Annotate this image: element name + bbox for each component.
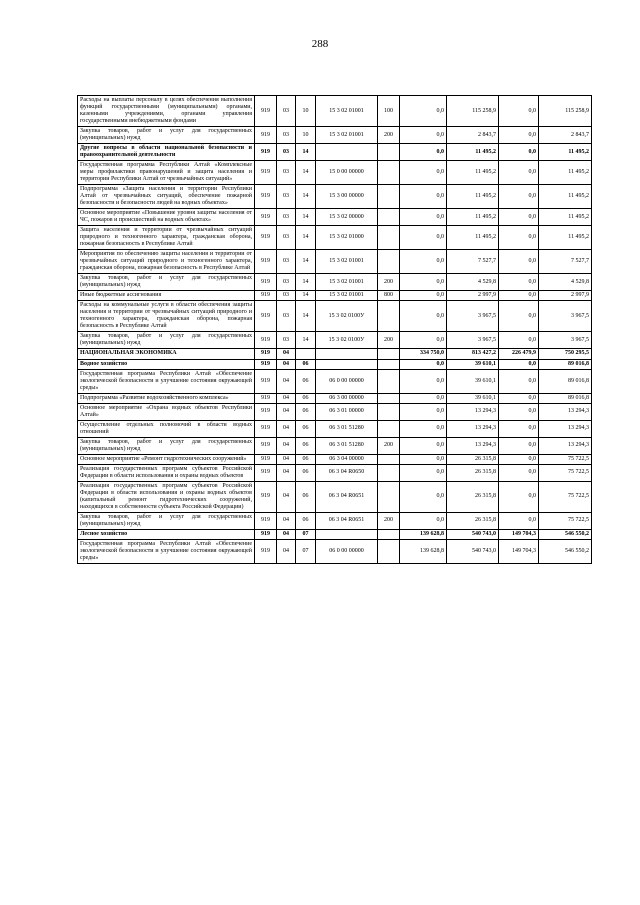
row-subsection: 14 <box>296 209 316 226</box>
row-value-1: 0,0 <box>400 393 447 403</box>
row-value-3: 0,0 <box>499 226 539 250</box>
row-value-3: 0,0 <box>499 464 539 481</box>
row-value-4: 13 294,3 <box>539 437 592 454</box>
row-grbs: 919 <box>255 349 277 359</box>
row-value-2: 3 967,5 <box>447 332 499 349</box>
budget-table <box>77 95 592 564</box>
row-value-3: 0,0 <box>499 420 539 437</box>
row-section: 04 <box>277 481 296 512</box>
row-value-3: 0,0 <box>499 161 539 185</box>
table-row <box>78 301 592 332</box>
row-grbs: 919 <box>255 250 277 274</box>
row-subsection: 06 <box>296 512 316 529</box>
row-subsection: 14 <box>296 226 316 250</box>
row-subsection <box>296 349 316 359</box>
row-value-3: 0,0 <box>499 209 539 226</box>
row-value-2: 3 967,5 <box>447 301 499 332</box>
row-name: Подпрограмма «Защита населения и территории Республики Алтай от чрезвычайных ситуаций, обеспечение пожарной безопасности и безопасности людей на водных объектах» <box>78 185 255 209</box>
row-grbs: 919 <box>255 529 277 539</box>
row-subsection: 06 <box>296 369 316 393</box>
table-row <box>78 274 592 291</box>
table-row <box>78 454 592 464</box>
row-subsection: 14 <box>296 301 316 332</box>
row-value-1: 0,0 <box>400 127 447 144</box>
row-subsection: 14 <box>296 291 316 301</box>
row-value-1: 0,0 <box>400 209 447 226</box>
row-target-article: 15 3 02 01000 <box>316 226 378 250</box>
row-value-1: 0,0 <box>400 144 447 161</box>
row-name: Закупка товаров, работ и услуг для государственных (муниципальных) нужд <box>78 332 255 349</box>
row-value-1: 0,0 <box>400 96 447 127</box>
row-value-4: 11 495,2 <box>539 209 592 226</box>
row-section: 03 <box>277 301 296 332</box>
row-grbs: 919 <box>255 481 277 512</box>
row-value-2: 26 315,8 <box>447 464 499 481</box>
row-value-2: 13 294,3 <box>447 403 499 420</box>
table-row <box>78 481 592 512</box>
row-value-4: 4 529,8 <box>539 274 592 291</box>
row-value-4: 11 495,2 <box>539 161 592 185</box>
row-grbs: 919 <box>255 332 277 349</box>
row-value-4: 750 295,5 <box>539 349 592 359</box>
row-value-3: 0,0 <box>499 369 539 393</box>
row-value-3: 0,0 <box>499 185 539 209</box>
row-value-1: 0,0 <box>400 481 447 512</box>
row-value-3: 0,0 <box>499 512 539 529</box>
row-value-3: 0,0 <box>499 437 539 454</box>
row-value-3: 226 479,9 <box>499 349 539 359</box>
row-name: Реализация государственных программ субъектов Российской Федерации в области использования и охраны водных объектов (капитальный ремонт гидротехнических сооружений, находящихся в собственности субъекта Российской Федерации) <box>78 481 255 512</box>
row-subsection: 14 <box>296 332 316 349</box>
row-value-1: 0,0 <box>400 454 447 464</box>
row-expense-type: 100 <box>378 96 400 127</box>
row-name: Осуществление отдельных полномочий в области водных отношений <box>78 420 255 437</box>
row-value-4: 13 294,3 <box>539 420 592 437</box>
row-value-3: 0,0 <box>499 250 539 274</box>
row-subsection: 06 <box>296 359 316 369</box>
row-value-4: 3 967,5 <box>539 301 592 332</box>
row-target-article: 15 3 02 01001 <box>316 127 378 144</box>
row-name: Закупка товаров, работ и услуг для государственных (муниципальных) нужд <box>78 274 255 291</box>
row-expense-type: 200 <box>378 332 400 349</box>
row-target-article: 15 3 02 01001 <box>316 250 378 274</box>
row-value-2: 11 495,2 <box>447 209 499 226</box>
row-target-article: 15 3 02 0100У <box>316 301 378 332</box>
row-target-article: 15 3 02 01001 <box>316 96 378 127</box>
row-grbs: 919 <box>255 291 277 301</box>
table-row <box>78 332 592 349</box>
row-value-2: 115 258,9 <box>447 96 499 127</box>
table-row <box>78 96 592 127</box>
row-section: 03 <box>277 209 296 226</box>
row-name: Реализация государственных программ субъектов Российской Федерации в области использования и охраны водных объектов <box>78 464 255 481</box>
row-section: 04 <box>277 437 296 454</box>
row-section: 03 <box>277 161 296 185</box>
row-expense-type <box>378 464 400 481</box>
row-subsection: 06 <box>296 393 316 403</box>
row-name: Подпрограмма «Развитие водохозяйственного комплекса» <box>78 393 255 403</box>
row-section: 03 <box>277 185 296 209</box>
row-grbs: 919 <box>255 96 277 127</box>
table-row <box>78 539 592 563</box>
row-value-3: 0,0 <box>499 332 539 349</box>
table-row <box>78 144 592 161</box>
row-value-2: 13 294,3 <box>447 420 499 437</box>
row-target-article <box>316 349 378 359</box>
row-value-3: 0,0 <box>499 359 539 369</box>
row-value-2: 7 527,7 <box>447 250 499 274</box>
row-expense-type <box>378 185 400 209</box>
row-value-1: 0,0 <box>400 291 447 301</box>
row-section: 03 <box>277 250 296 274</box>
row-value-4: 13 294,3 <box>539 403 592 420</box>
row-expense-type <box>378 144 400 161</box>
row-expense-type: 200 <box>378 274 400 291</box>
row-value-4: 546 550,2 <box>539 529 592 539</box>
row-section: 04 <box>277 464 296 481</box>
row-value-3: 0,0 <box>499 274 539 291</box>
row-value-2: 26 315,8 <box>447 454 499 464</box>
row-value-2: 2 843,7 <box>447 127 499 144</box>
row-target-article: 06 3 04 R0650 <box>316 464 378 481</box>
table-row <box>78 393 592 403</box>
table-row <box>78 464 592 481</box>
row-grbs: 919 <box>255 437 277 454</box>
row-section: 03 <box>277 291 296 301</box>
row-value-2: 39 610,1 <box>447 393 499 403</box>
row-expense-type <box>378 301 400 332</box>
row-name: Другие вопросы в области национальной безопасности и правоохранительной деятельности <box>78 144 255 161</box>
row-target-article: 15 3 02 01001 <box>316 291 378 301</box>
row-value-2: 11 495,2 <box>447 185 499 209</box>
row-value-1: 0,0 <box>400 512 447 529</box>
row-value-2: 4 529,8 <box>447 274 499 291</box>
row-target-article: 15 3 00 00000 <box>316 185 378 209</box>
row-subsection: 06 <box>296 420 316 437</box>
row-value-3: 0,0 <box>499 144 539 161</box>
row-grbs: 919 <box>255 185 277 209</box>
table-row <box>78 161 592 185</box>
row-target-article: 06 3 04 R0651 <box>316 481 378 512</box>
row-value-3: 0,0 <box>499 403 539 420</box>
row-value-1: 0,0 <box>400 359 447 369</box>
row-value-1: 139 628,8 <box>400 529 447 539</box>
row-grbs: 919 <box>255 274 277 291</box>
row-section: 04 <box>277 539 296 563</box>
row-name: Защита населения и территории от чрезвычайных ситуаций природного и техногенного характера, гражданская оборона, пожарная безопасность в Республике Алтай <box>78 226 255 250</box>
row-target-article: 06 3 01 51280 <box>316 420 378 437</box>
row-subsection: 14 <box>296 274 316 291</box>
row-target-article: 06 3 04 00000 <box>316 454 378 464</box>
row-value-1: 0,0 <box>400 437 447 454</box>
row-subsection: 06 <box>296 437 316 454</box>
row-subsection: 06 <box>296 454 316 464</box>
row-section: 04 <box>277 403 296 420</box>
row-name: Закупка товаров, работ и услуг для государственных (муниципальных) нужд <box>78 512 255 529</box>
row-grbs: 919 <box>255 454 277 464</box>
row-value-4: 75 722,5 <box>539 512 592 529</box>
row-value-3: 0,0 <box>499 301 539 332</box>
row-grbs: 919 <box>255 539 277 563</box>
page-number: 288 <box>311 38 329 50</box>
row-value-1: 0,0 <box>400 332 447 349</box>
row-target-article: 06 0 00 00000 <box>316 369 378 393</box>
row-grbs: 919 <box>255 512 277 529</box>
row-name: НАЦИОНАЛЬНАЯ ЭКОНОМИКА <box>78 349 255 359</box>
row-expense-type <box>378 369 400 393</box>
row-value-1: 0,0 <box>400 185 447 209</box>
table-row <box>78 250 592 274</box>
row-value-4: 89 016,8 <box>539 393 592 403</box>
row-expense-type <box>378 420 400 437</box>
row-value-2: 540 743,0 <box>447 529 499 539</box>
row-value-1: 0,0 <box>400 301 447 332</box>
row-value-4: 75 722,5 <box>539 481 592 512</box>
row-section: 04 <box>277 420 296 437</box>
row-grbs: 919 <box>255 144 277 161</box>
row-expense-type <box>378 359 400 369</box>
row-section: 04 <box>277 349 296 359</box>
row-value-4: 2 997,9 <box>539 291 592 301</box>
row-subsection: 06 <box>296 403 316 420</box>
row-subsection: 07 <box>296 539 316 563</box>
row-section: 04 <box>277 359 296 369</box>
row-name: Государственная программа Республики Алтай «Обеспечение экологической безопасности и улучшение состояния окружающей среды» <box>78 539 255 563</box>
row-value-1: 0,0 <box>400 226 447 250</box>
row-name: Мероприятия по обеспечению защиты населения и территории от чрезвычайных ситуаций природного и техногенного характера, гражданская оборона, пожарная безопасность в Республике Алтай <box>78 250 255 274</box>
row-subsection: 10 <box>296 96 316 127</box>
row-expense-type <box>378 161 400 185</box>
row-target-article: 06 3 01 00000 <box>316 403 378 420</box>
row-expense-type <box>378 250 400 274</box>
row-target-article: 06 0 00 00000 <box>316 539 378 563</box>
row-value-3: 0,0 <box>499 127 539 144</box>
row-value-2: 11 495,2 <box>447 161 499 185</box>
row-subsection: 06 <box>296 481 316 512</box>
row-value-4: 11 495,2 <box>539 144 592 161</box>
row-value-1: 0,0 <box>400 403 447 420</box>
row-value-4: 3 967,5 <box>539 332 592 349</box>
row-target-article <box>316 359 378 369</box>
row-value-4: 7 527,7 <box>539 250 592 274</box>
row-expense-type <box>378 209 400 226</box>
row-section: 04 <box>277 369 296 393</box>
row-expense-type <box>378 349 400 359</box>
row-value-4: 89 016,8 <box>539 369 592 393</box>
table-row <box>78 369 592 393</box>
row-section: 04 <box>277 512 296 529</box>
row-subsection: 10 <box>296 127 316 144</box>
table-row <box>78 529 592 539</box>
row-value-3: 149 704,3 <box>499 539 539 563</box>
row-expense-type <box>378 529 400 539</box>
row-name: Закупка товаров, работ и услуг для государственных (муниципальных) нужд <box>78 127 255 144</box>
row-section: 03 <box>277 144 296 161</box>
row-target-article: 06 3 01 51280 <box>316 437 378 454</box>
row-expense-type <box>378 481 400 512</box>
row-grbs: 919 <box>255 161 277 185</box>
row-value-2: 13 294,3 <box>447 437 499 454</box>
row-value-1: 334 750,0 <box>400 349 447 359</box>
row-value-3: 149 704,3 <box>499 529 539 539</box>
row-subsection: 07 <box>296 529 316 539</box>
row-value-1: 139 628,8 <box>400 539 447 563</box>
row-target-article: 15 3 02 00000 <box>316 209 378 226</box>
row-subsection: 14 <box>296 185 316 209</box>
row-name: Государственная программа Республики Алтай «Обеспечение экологической безопасности и улучшение состояния окружающей среды» <box>78 369 255 393</box>
row-name: Закупка товаров, работ и услуг для государственных (муниципальных) нужд <box>78 437 255 454</box>
table-row <box>78 359 592 369</box>
row-name: Расходы на коммунальные услуги в области обеспечения защиты населения и территории от чрезвычайных ситуаций природного и техногенного характера, гражданская оборона, пожарная безопасность в Республике Алтай <box>78 301 255 332</box>
row-value-4: 75 722,5 <box>539 464 592 481</box>
table-row <box>78 512 592 529</box>
table-row <box>78 127 592 144</box>
row-section: 03 <box>277 274 296 291</box>
row-section: 04 <box>277 529 296 539</box>
row-name: Государственная программа Республики Алтай «Комплексные меры профилактики правонарушений и защита населения и территории Республики Алтай от чрезвычайных ситуаций» <box>78 161 255 185</box>
row-value-4: 115 258,9 <box>539 96 592 127</box>
row-grbs: 919 <box>255 209 277 226</box>
row-value-2: 813 427,2 <box>447 349 499 359</box>
row-value-2: 39 610,1 <box>447 369 499 393</box>
row-value-3: 0,0 <box>499 96 539 127</box>
row-name: Лесное хозяйство <box>78 529 255 539</box>
row-value-3: 0,0 <box>499 481 539 512</box>
row-section: 03 <box>277 332 296 349</box>
row-value-2: 26 315,8 <box>447 481 499 512</box>
row-name: Водное хозяйство <box>78 359 255 369</box>
row-value-2: 26 315,8 <box>447 512 499 529</box>
table-row <box>78 420 592 437</box>
row-value-1: 0,0 <box>400 161 447 185</box>
row-subsection: 14 <box>296 161 316 185</box>
row-expense-type: 800 <box>378 291 400 301</box>
row-value-1: 0,0 <box>400 250 447 274</box>
row-subsection: 14 <box>296 144 316 161</box>
row-name: Иные бюджетные ассигнования <box>78 291 255 301</box>
row-target-article <box>316 529 378 539</box>
row-value-3: 0,0 <box>499 393 539 403</box>
row-name: Основное мероприятие «Охрана водных объектов Республики Алтай» <box>78 403 255 420</box>
row-target-article: 06 3 00 00000 <box>316 393 378 403</box>
row-name: Основное мероприятие «Ремонт гидротехнических сооружений» <box>78 454 255 464</box>
row-subsection: 14 <box>296 250 316 274</box>
row-grbs: 919 <box>255 393 277 403</box>
table-row <box>78 349 592 359</box>
row-value-2: 39 610,1 <box>447 359 499 369</box>
table-row <box>78 437 592 454</box>
row-section: 04 <box>277 454 296 464</box>
row-expense-type <box>378 226 400 250</box>
row-expense-type: 200 <box>378 512 400 529</box>
row-subsection: 06 <box>296 464 316 481</box>
row-expense-type <box>378 403 400 420</box>
row-value-4: 546 550,2 <box>539 539 592 563</box>
table-row <box>78 226 592 250</box>
row-value-4: 2 843,7 <box>539 127 592 144</box>
row-value-1: 0,0 <box>400 274 447 291</box>
row-grbs: 919 <box>255 359 277 369</box>
row-target-article: 06 3 04 R0651 <box>316 512 378 529</box>
row-value-3: 0,0 <box>499 454 539 464</box>
row-name: Расходы на выплаты персоналу в целях обеспечения выполнения функций государственными (муниципальными) органами, казенными учреждениями, органами управления государственными внебюджетными фондами <box>78 96 255 127</box>
row-grbs: 919 <box>255 226 277 250</box>
row-grbs: 919 <box>255 127 277 144</box>
row-grbs: 919 <box>255 301 277 332</box>
row-value-1: 0,0 <box>400 464 447 481</box>
row-value-4: 89 016,8 <box>539 359 592 369</box>
row-value-4: 11 495,2 <box>539 185 592 209</box>
row-value-2: 11 495,2 <box>447 144 499 161</box>
row-expense-type: 200 <box>378 437 400 454</box>
row-value-2: 540 743,0 <box>447 539 499 563</box>
table-row <box>78 291 592 301</box>
row-expense-type: 200 <box>378 127 400 144</box>
row-target-article <box>316 144 378 161</box>
row-value-4: 11 495,2 <box>539 226 592 250</box>
row-value-1: 0,0 <box>400 420 447 437</box>
row-grbs: 919 <box>255 403 277 420</box>
row-value-2: 2 997,9 <box>447 291 499 301</box>
row-name: Основное мероприятие «Повышение уровня защиты населения от ЧС, пожаров и происшествий на водных объектах» <box>78 209 255 226</box>
row-value-1: 0,0 <box>400 369 447 393</box>
row-section: 03 <box>277 127 296 144</box>
row-target-article: 15 0 00 00000 <box>316 161 378 185</box>
row-value-4: 75 722,5 <box>539 454 592 464</box>
row-target-article: 15 3 02 01001 <box>316 274 378 291</box>
row-section: 03 <box>277 96 296 127</box>
row-expense-type <box>378 393 400 403</box>
row-section: 04 <box>277 393 296 403</box>
row-expense-type <box>378 454 400 464</box>
row-expense-type <box>378 539 400 563</box>
row-target-article: 15 3 02 0100У <box>316 332 378 349</box>
row-grbs: 919 <box>255 464 277 481</box>
row-value-2: 11 495,2 <box>447 226 499 250</box>
table-row <box>78 185 592 209</box>
row-section: 03 <box>277 226 296 250</box>
row-value-3: 0,0 <box>499 291 539 301</box>
row-grbs: 919 <box>255 369 277 393</box>
row-grbs: 919 <box>255 420 277 437</box>
table-row <box>78 403 592 420</box>
table-row <box>78 209 592 226</box>
